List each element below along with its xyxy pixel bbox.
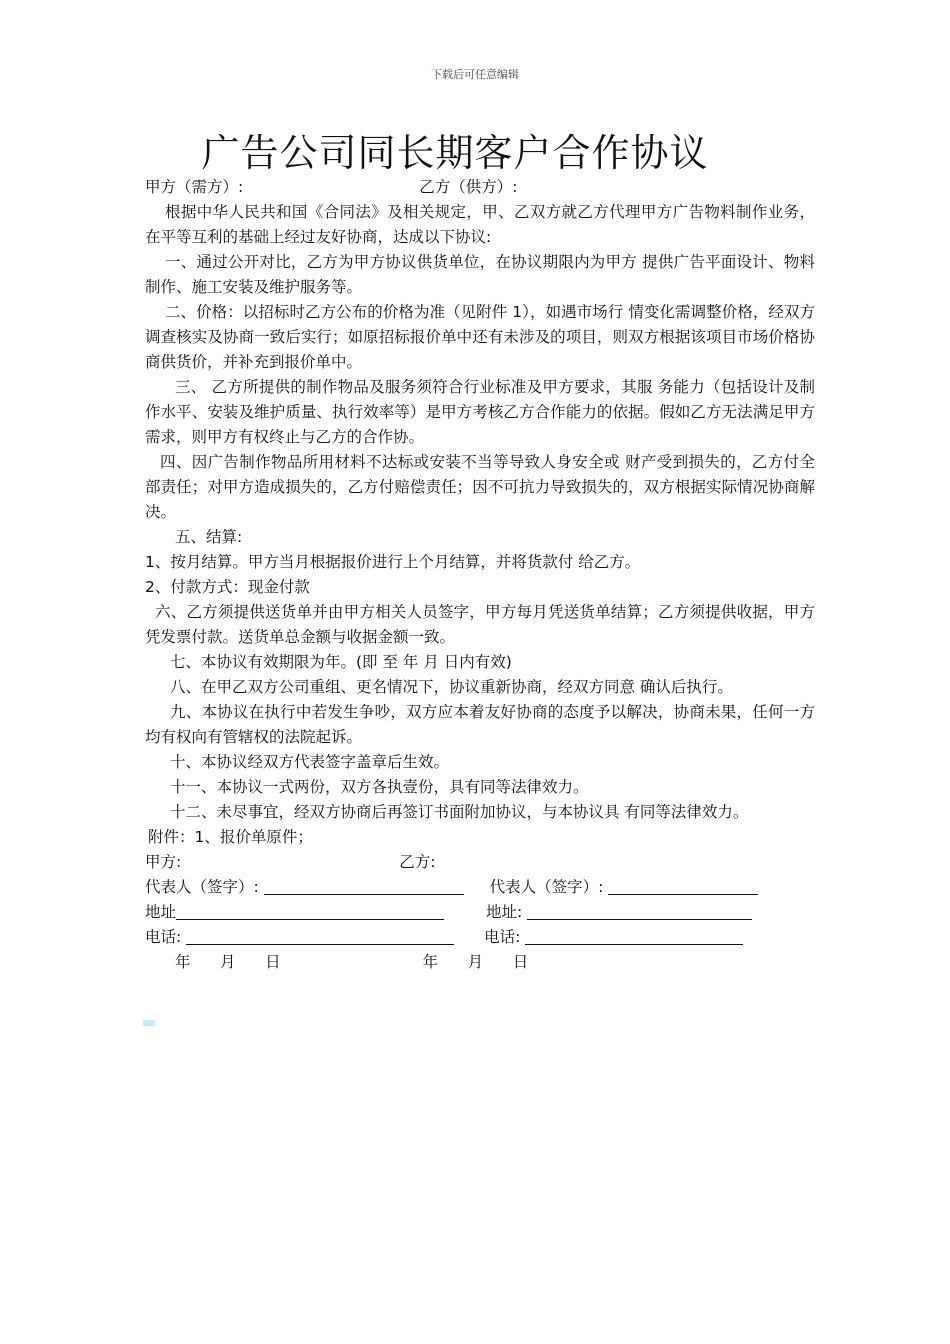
clause-9: 九、本协议在执行中若发生争吵，双方应本着友好协商的态度予以解决，协商未果，任何一方均有权向有管辖权的法院起诉。 — [145, 703, 815, 746]
clause-11: 十一、本协议一式两份，双方各执壹份，具有同等法律效力。 — [170, 778, 589, 796]
date-a: 年 月 日 — [175, 953, 281, 971]
phone-b-label: 电话: — [484, 928, 521, 946]
clause-6: 六、乙方须提供送货单并由甲方相关人员签字，甲方每月凭送货单结算；乙方须提供收据，甲方凭发票付款。送货单总金额与收据金额一致。 — [145, 603, 815, 646]
parties-row — [145, 175, 815, 200]
phone-b-line[interactable] — [525, 928, 743, 945]
address-row — [145, 900, 815, 925]
phone-a-line[interactable] — [186, 928, 454, 945]
clause-3: 三、 乙方所提供的制作物品及服务须符合行业标准及甲方要求，其服 务能力（包括设计及制作水平、安装及维护质量、执行效率等）是甲方考核乙方合作能力的依据。假如乙方无法满足甲方需求，则甲方有权终止与乙方的合作协。 — [145, 378, 815, 446]
phone-row — [145, 925, 815, 950]
clause-4: 四、因广告制作物品所用材料不达标或安装不当等导致人身安全或 财产受到损失的，乙方付全部责任；对甲方造成损失的，乙方付赔偿责任；因不可抗力导致损失的，双方根据实际情况协商解决。 — [145, 453, 815, 521]
signature-parties-row — [145, 850, 815, 875]
clause-1: 一、通过公开对比，乙方为甲方协议供货单位，在协议期限内为甲方 提供广告平面设计、物料制作、施工安装及维护服务等。 — [145, 253, 815, 296]
phone-a-label: 电话: — [145, 928, 182, 946]
representative-row — [145, 875, 815, 900]
rep-b-signature-line[interactable] — [608, 878, 758, 895]
clause-5-item-2: 2、付款方式：现金付款 — [145, 578, 310, 596]
intro-paragraph: 根据中华人民共和国《合同法》及相关规定，甲、乙双方就乙方代理甲方广告物料制作业务，在平等互利的基础上经过友好协商，达成以下协议: — [145, 203, 815, 246]
date-row — [145, 950, 815, 975]
agreement-body — [145, 175, 815, 975]
clause-5-item-1: 1、按月结算。甲方当月根据报价进行上个月结算，并将货款付 给乙方。 — [145, 553, 641, 571]
clause-5: 五、结算: — [175, 528, 243, 546]
rep-a-label: 代表人（签字）: — [145, 878, 259, 896]
addr-a-line[interactable] — [176, 903, 444, 920]
addr-b-label: 地址: — [486, 903, 523, 921]
clause-8: 八、在甲乙双方公司重组、更名情况下，协议重新协商，经双方同意 确认后执行。 — [170, 678, 733, 696]
document-title: 广告公司同长期客户合作协议 — [201, 131, 709, 175]
sign-party-a-label: 甲方: — [145, 853, 182, 871]
addr-b-line[interactable] — [527, 903, 752, 920]
rep-b-label: 代表人（签字）: — [489, 878, 604, 896]
addr-a-label: 地址 — [145, 903, 177, 921]
attachment-line: 附件：1、报价单原件； — [148, 828, 313, 846]
clause-2: 二、价格：以招标时乙方公布的价格为准（见附件 1），如遇市场行 情变化需调整价格，经双方调查核实及协商一致后实行；如原招标报价单中还有未涉及的项目，则双方根据该项目市场价格协商供货价，并补充到报价单中。 — [145, 303, 815, 371]
party-a-label: 甲方（需方）: — [145, 178, 244, 196]
clause-12: 十二、未尽事宜，经双方协商后再签订书面附加协议，与本协议具 有同等法律效力。 — [170, 803, 749, 821]
clause-7: 七、本协议有效期限为年。(即 至 年 月 日内有效) — [170, 653, 512, 671]
clause-10: 十、本协议经双方代表签字盖章后生效。 — [170, 753, 450, 771]
header-note: 下载后可任意编辑 — [431, 68, 519, 81]
party-b-label: 乙方（供方）: — [419, 178, 518, 196]
date-b: 年 月 日 — [422, 953, 529, 971]
rep-a-signature-line[interactable] — [264, 878, 464, 895]
sign-party-b-label: 乙方: — [399, 853, 436, 871]
highlight-mark — [143, 1020, 155, 1026]
